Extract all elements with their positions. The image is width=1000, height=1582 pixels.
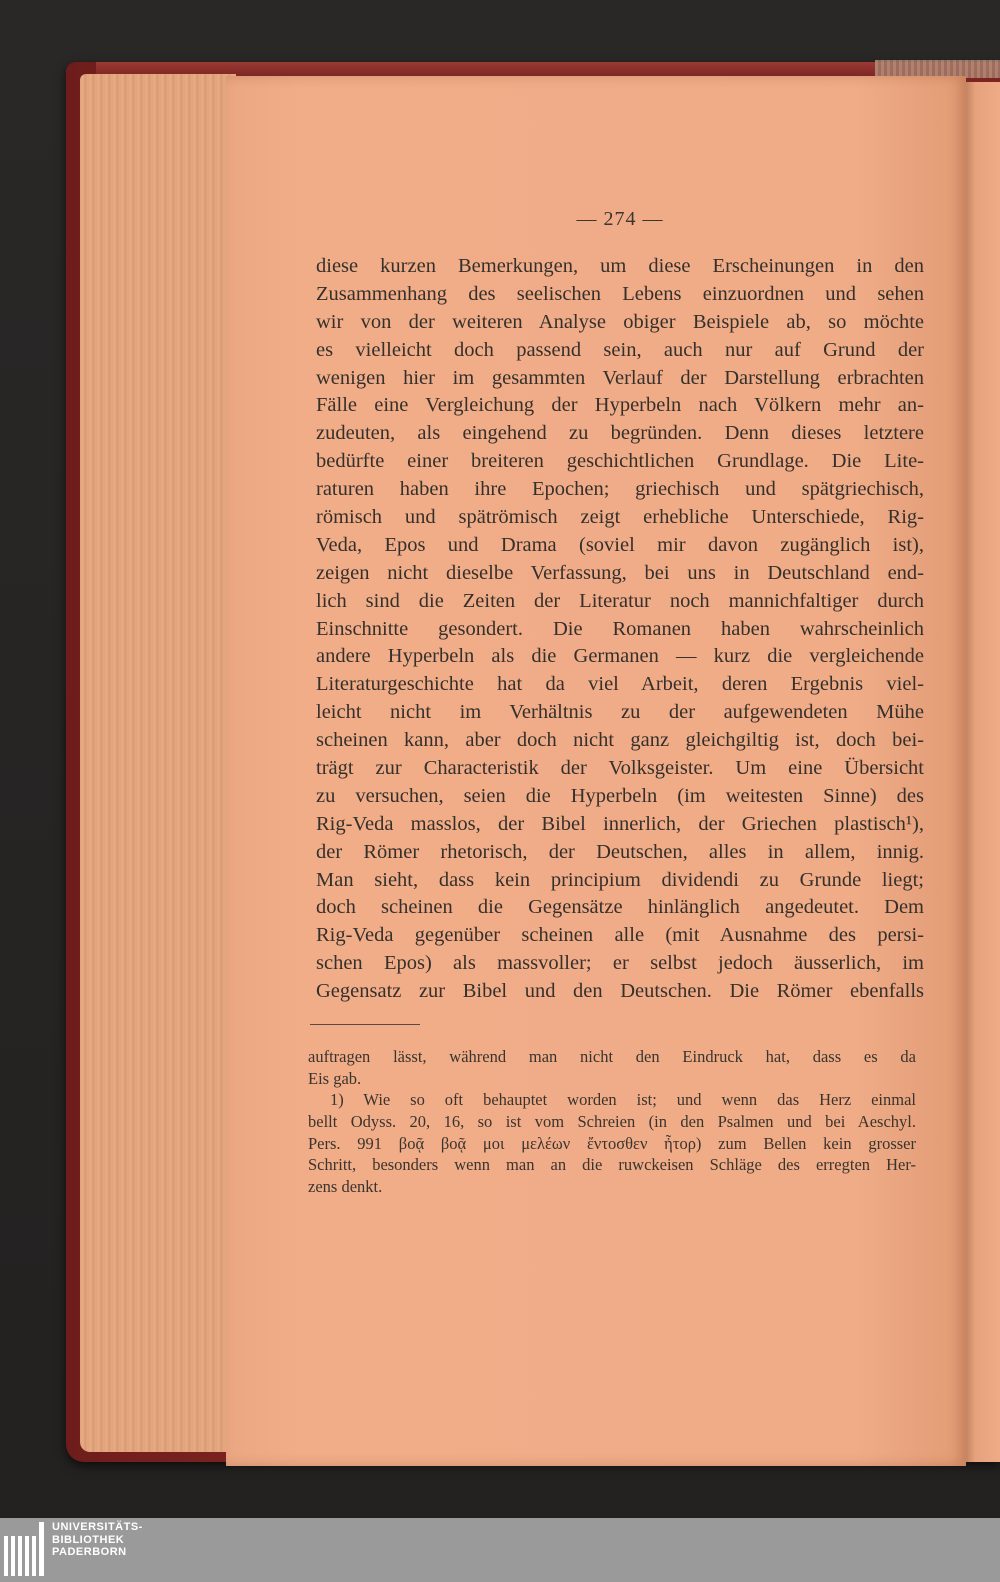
- text-line: Zusammenhang des seelischen Lebens einzuordnen und sehen: [316, 282, 924, 305]
- text-line: raturen haben ihre Epochen; griechisch und spätgriechisch,: [316, 478, 924, 501]
- text-line: es vielleicht doch passend sein, auch nur auf Grund der: [316, 338, 924, 361]
- facing-page-edge: [962, 82, 1000, 1462]
- footnote-line: 1) Wie so oft behauptet worden ist; und wenn das Herz einmal: [330, 1090, 916, 1110]
- footnote-line: Eis gab.: [308, 1068, 362, 1088]
- text-line: leicht nicht im Verhältnis zu der aufgewendeten Mühe: [316, 701, 924, 724]
- library-logo-line: BIBLIOTHEK: [52, 1533, 125, 1546]
- text-line: Literaturgeschichte hat da viel Arbeit, deren Ergebnis viel-: [316, 673, 924, 696]
- library-logo-icon: [4, 1522, 48, 1576]
- text-line: doch scheinen die Gegensätze hinlänglich angedeutet. Dem: [316, 896, 924, 919]
- footnote-line: auftragen lässt, während man nicht den Eindruck hat, dass es da: [308, 1047, 916, 1066]
- text-line: bedürfte einer breiteren geschichtlichen Grundlage. Die Lite-: [316, 450, 924, 473]
- library-logo-text: [52, 1521, 143, 1559]
- text-line: Rig-Veda gegenüber scheinen alle (mit Ausnahme des persi-: [316, 924, 924, 947]
- footnote-line: Schritt, besonders wenn man an die ruwckeisen Schläge des erregten Her-: [308, 1155, 916, 1175]
- page-number-header: — 274 —: [576, 208, 664, 230]
- text-line: Veda, Epos und Drama (soviel mir davon zugänglich ist),: [316, 533, 924, 556]
- text-line: Gegensatz zur Bibel und den Deutschen. Die Römer ebenfalls: [316, 980, 924, 1003]
- text-line: lich sind die Zeiten der Literatur noch mannichfaltiger durch: [316, 589, 924, 612]
- body-text: [316, 253, 924, 1006]
- text-line: zudeuten, als eingehend zu begründen. Denn dieses letztere: [316, 422, 924, 445]
- text-line: diese kurzen Bemerkungen, um diese Erscheinungen in den: [316, 255, 924, 277]
- page-stack-edge: [80, 74, 236, 1452]
- text-line: der Römer rhetorisch, der Deutschen, alles in allem, innig.: [316, 840, 924, 863]
- library-logo-line: UNIVERSITÄTS-: [52, 1521, 143, 1533]
- text-line: zeigen nicht dieselbe Verfassung, bei uns in Deutschland end-: [316, 561, 924, 584]
- text-line: wenigen hier im gesammten Verlauf der Darstellung erbrachten: [316, 366, 924, 389]
- footnotes: [308, 1046, 916, 1198]
- text-line: römisch und spätrömisch zeigt erhebliche Unterschiede, Rig-: [316, 506, 924, 529]
- library-logo: [0, 1518, 200, 1582]
- footnote-separator: [310, 1024, 420, 1025]
- footnote-line: bellt Odyss. 20, 16, so ist vom Schreien (in den Psalmen und bei Aeschyl.: [308, 1112, 916, 1132]
- text-line: Fälle eine Vergleichung der Hyperbeln nach Völkern mehr an-: [316, 394, 924, 417]
- footnote-line: Pers. 991 βοᾷ βοᾷ μοι μελέων ἔντοσθεν ἦτορ) zum Bellen kein grosser: [308, 1133, 916, 1153]
- footnote-line: zens denkt.: [308, 1177, 383, 1197]
- text-line: zu versuchen, seien die Hyperbeln (im weitesten Sinne) des: [316, 784, 924, 807]
- library-logo-line: PADERBORN: [52, 1546, 127, 1558]
- text-line: schen Epos) als massvoller; er selbst jedoch äusserlich, im: [316, 952, 924, 975]
- text-line: trägt zur Characteristik der Volksgeister. Um eine Übersicht: [316, 757, 924, 780]
- text-line: scheinen kann, aber doch nicht ganz gleichgiltig ist, doch bei-: [316, 729, 924, 752]
- text-line: Einschnitte gesondert. Die Romanen haben wahrscheinlich: [316, 617, 924, 640]
- text-line: Man sieht, dass kein principium dividendi zu Grunde liegt;: [316, 868, 924, 891]
- text-line: Rig-Veda masslos, der Bibel innerlich, der Griechen plastisch¹),: [316, 812, 924, 835]
- text-line: wir von der weiteren Analyse obiger Beispiele ab, so möchte: [316, 310, 924, 333]
- text-line: andere Hyperbeln als die Germanen — kurz die vergleichende: [316, 645, 924, 668]
